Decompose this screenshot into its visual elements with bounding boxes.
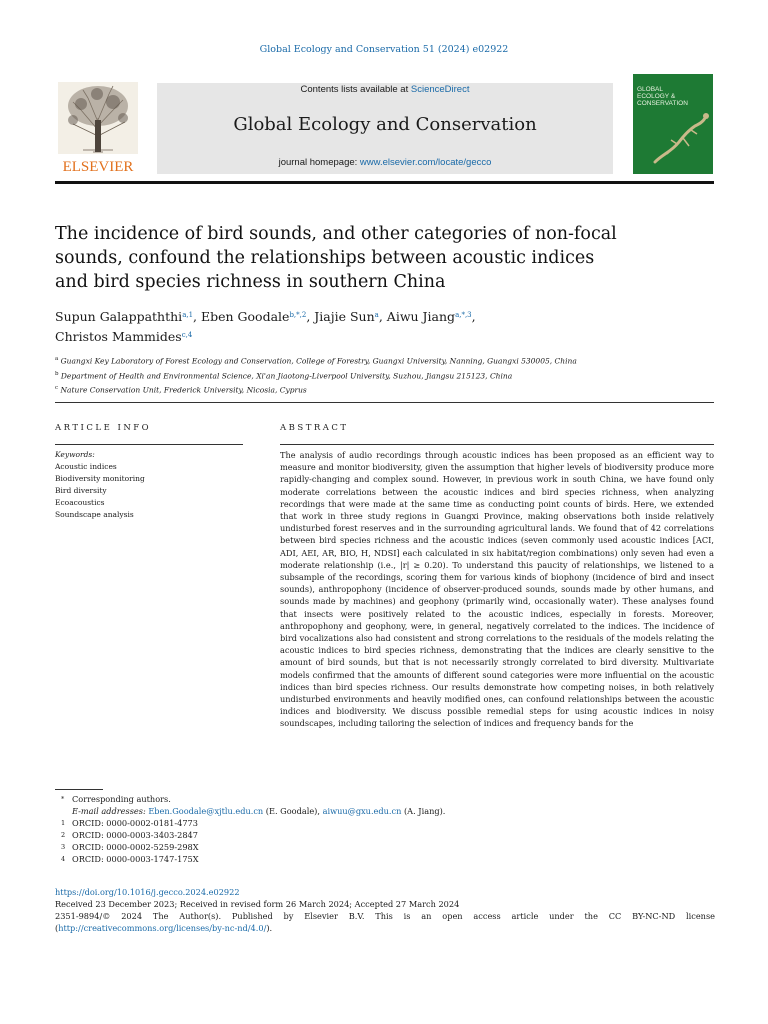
author[interactable]: Eben Goodale$^{b,*,2}$, bbox=[201, 309, 315, 324]
keyword[interactable]: Acoustic indices bbox=[55, 462, 117, 471]
publication-info bbox=[55, 886, 715, 934]
corresponding-note: * Corresponding authors. bbox=[61, 794, 171, 804]
cover-lizard-icon bbox=[633, 74, 713, 174]
header-rule bbox=[55, 181, 714, 184]
license-link-line: (http://creativecommons.org/licenses/by-nc-nd/4.0/). bbox=[55, 923, 273, 933]
footnote-rule bbox=[55, 789, 103, 790]
journal-cover[interactable] bbox=[633, 74, 713, 174]
author[interactable]: Christos Mammides$^{c,4}$ bbox=[55, 329, 193, 344]
journal-reference[interactable]: Global Ecology and Conservation 51 (2024) e02922 bbox=[259, 44, 509, 55]
elsevier-tree-icon bbox=[53, 80, 143, 175]
author-marks: a,*,3 bbox=[455, 311, 472, 319]
footnote-mark: 2 bbox=[61, 831, 66, 839]
author-marks: b,*,2 bbox=[289, 311, 307, 319]
doi-link[interactable]: https://doi.org/10.1016/j.gecco.2024.e02922 bbox=[55, 887, 240, 897]
article-title: The incidence of bird sounds, and other categories of non-focal sounds, confound the relationships between acoustic indices and bird species richness in southern China bbox=[55, 224, 617, 292]
author-marks: a,1 bbox=[182, 311, 194, 319]
homepage-line bbox=[157, 157, 613, 168]
orcid-note: 4 ORCID: 0000-0003-1747-175X bbox=[61, 854, 199, 864]
keywords-block bbox=[55, 449, 245, 521]
email-note: E-mail addresses: Eben.Goodale@xjtlu.edu.cn (E. Goodale), aiwuu@gxu.edu.cn (A. Jiang). bbox=[72, 806, 446, 816]
footnote-mark: 1 bbox=[61, 819, 66, 827]
license-text: 2351-9894/© 2024 The Author(s). Published by Elsevier B.V. This is an open access article under the CC BY-NC-ND license bbox=[55, 911, 715, 921]
author[interactable]: Jiajie Sun$^a$, bbox=[314, 309, 387, 324]
cover-title-line: GLOBAL bbox=[637, 86, 664, 93]
keyword[interactable]: Bird diversity bbox=[55, 486, 107, 495]
article-info-heading: ARTICLE INFO bbox=[55, 423, 152, 433]
abstract-heading: ABSTRACT bbox=[280, 423, 349, 433]
affiliation: $^b$ Department of Health and Environmental Science, Xi'an Jiaotong-Liverpool University, Suzhou, Jiangsu 215123, China bbox=[55, 370, 513, 380]
received-dates: Received 23 December 2023; Received in revised form 26 March 2024; Accepted 27 March 2024 bbox=[55, 899, 460, 909]
keyword[interactable]: Soundscape analysis bbox=[55, 510, 134, 519]
keyword[interactable]: Ecoacoustics bbox=[55, 498, 105, 507]
elsevier-wordmark: ELSEVIER bbox=[62, 159, 134, 175]
email-label: E-mail addresses: bbox=[72, 806, 149, 816]
cover-title-line: CONSERVATION bbox=[637, 100, 688, 107]
footnote-mark: 4 bbox=[61, 855, 66, 863]
orcid-note: 2 ORCID: 0000-0003-3403-2847 bbox=[61, 830, 198, 840]
homepage-link[interactable]: www.elsevier.com/locate/gecco bbox=[359, 157, 492, 168]
article-info-rule bbox=[55, 444, 243, 445]
affiliations bbox=[55, 353, 715, 397]
sciencedirect-link[interactable]: ScienceDirect bbox=[410, 84, 470, 95]
cover-title-line: ECOLOGY & bbox=[637, 93, 676, 100]
abstract-text: The analysis of audio recordings through acoustic indices has been proposed as an efficient way to measure and monitor biodiversity, given the assumption that higher levels of biodiversity produce more rapidly-changing and complex sound. However, in previous work in south China, we have found only moderate correlations between the acoustic indices and bird species richness, when analyzing recordings that were made at the same time as conducting point counts of birds. Here, we extended that work in three study regions in Guangxi Province, making observations both inside relatively undisturbed forest reserves and in the surrounding agricultural lands. We found that of 42 correlations between bird species richness and the acoustic indices (seven commonly used acoustic indices [ACI, ADI, AEI, AR, BIO, H, NDSI] each calculated in six habitat/region combinations) only seven had even a moderate relationship (i.e., |r| ≥ 0.20). To understand this paucity of relationships, we listened to a subsample of the recordings, scoring them for various kinds of biophony (incidence of bird and insect sounds), anthropophony (incidence of observer-produced sounds, sounds made by other humans, and sounds made by machines) and geophony (primarily wind, occasionally water). These analyses found that insects were positively related to the acoustic indices, especially in forests. Moreover, anthropophony and geophony, were, in general, negatively correlated to the indices. The incidence of bird vocalizations also had consistent and strong correlations to the residuals of the models relating the acoustic indices to bird species richness, demonstrating that the indices are clearly sensitive to the amount of bird sounds, but that is not necessarily strongly correlated to bird diversity. Multivariate models confirmed that the amounts of different sound categories were more influential on the acoustic indices than bird species richness. Our results demonstrate how competing noises, in both relatively undisturbed environments and heavily modified ones, can confound relationships between the acoustic indices and biodiversity. We discuss possible remedial steps for using acoustic indices in noisy soundscapes, including tailoring the selection of indices and frequency bands for the bbox=[280, 450, 714, 729]
keywords-label: Keywords: bbox=[55, 450, 95, 459]
author-marks: c,4 bbox=[181, 331, 193, 339]
orcid-note: 3 ORCID: 0000-0002-5259-298X bbox=[61, 842, 199, 852]
author[interactable]: Supun Galappaththi$^{a,1}$, bbox=[55, 309, 201, 324]
journal-title: Global Ecology and Conservation bbox=[233, 114, 537, 135]
homepage-prefix: journal homepage: bbox=[278, 157, 360, 168]
affiliation: $^a$ Guangxi Key Laboratory of Forest Ecology and Conservation, College of Forestry, Guangxi University, Nanning, Guangxi 530005, China bbox=[55, 356, 577, 366]
author[interactable]: Aiwu Jiang$^{a,*,3}$, bbox=[386, 309, 476, 324]
orcid-note: 1 ORCID: 0000-0002-0181-4773 bbox=[61, 818, 198, 828]
license-link[interactable]: http://creativecommons.org/licenses/by-nc-nd/4.0/ bbox=[58, 923, 267, 933]
footnote-mark: 3 bbox=[61, 843, 66, 851]
email-link[interactable]: aiwuu@gxu.edu.cn bbox=[322, 806, 402, 816]
email-link[interactable]: Eben.Goodale@xjtlu.edu.cn bbox=[148, 806, 264, 816]
contents-line bbox=[157, 83, 613, 95]
section-rule bbox=[55, 402, 714, 403]
keyword[interactable]: Biodiversity monitoring bbox=[55, 474, 145, 483]
contents-prefix: Contents lists available at bbox=[300, 84, 411, 95]
elsevier-logo[interactable] bbox=[53, 80, 143, 175]
author-list bbox=[55, 307, 675, 347]
abstract-rule bbox=[280, 444, 714, 445]
author-marks: a bbox=[374, 311, 379, 319]
footnotes bbox=[55, 793, 715, 865]
affiliation: $^c$ Nature Conservation Unit, Frederick University, Nicosia, Cyprus bbox=[55, 385, 307, 395]
footnote-mark: * bbox=[61, 795, 65, 803]
